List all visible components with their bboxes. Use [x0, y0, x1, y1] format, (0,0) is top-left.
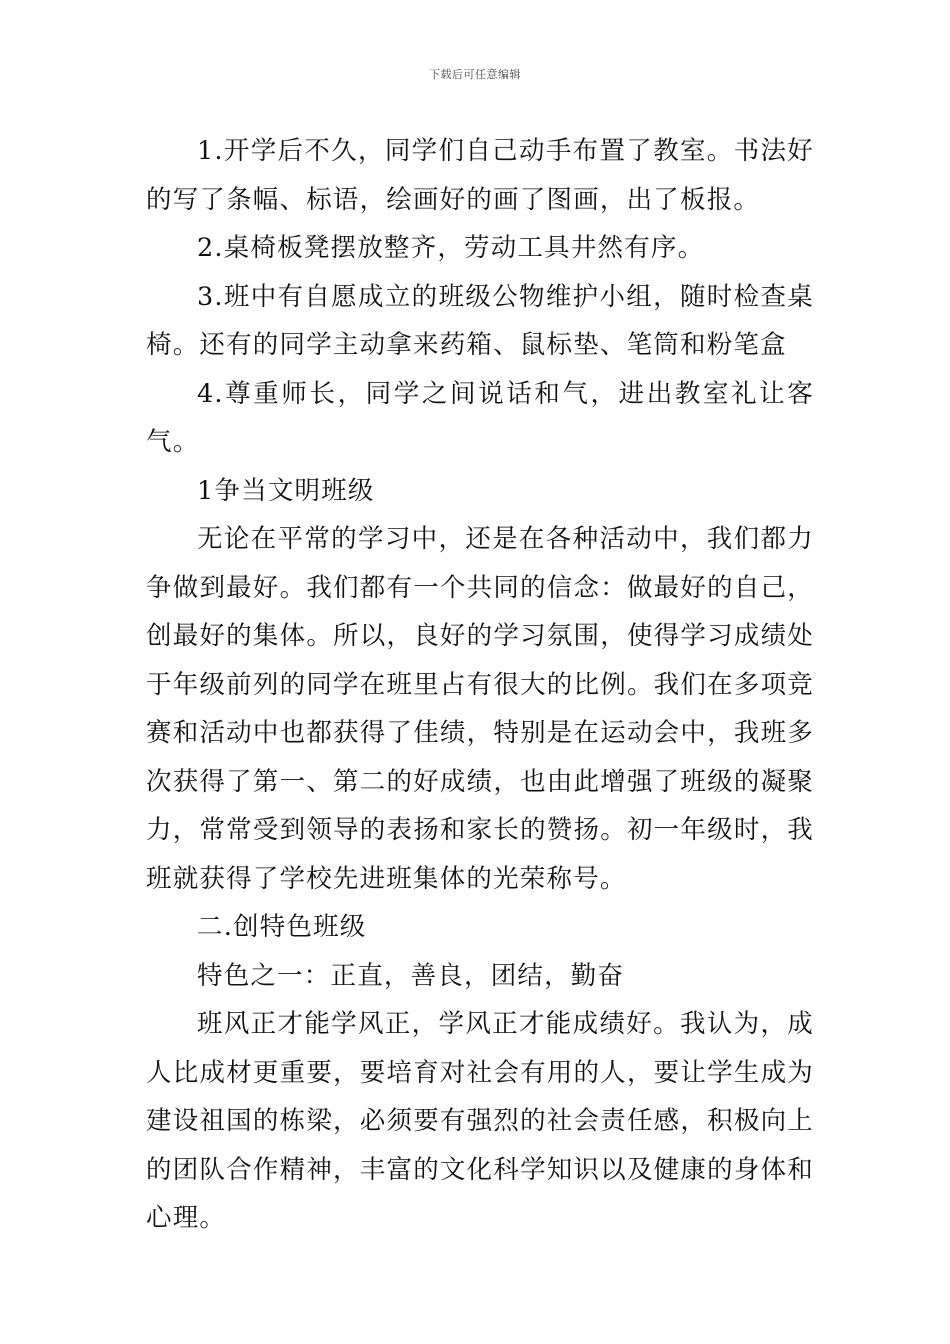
header-note: 下载后可任意编辑 — [429, 68, 521, 81]
paragraph-classroom-decoration: 1.开学后不久，同学们自己动手布置了教室。书法好的写了条幅、标语，绘画好的画了图画，出了板报。 — [146, 136, 814, 215]
paragraph-respect-teachers: 4.尊重师长，同学之间说话和气，进出教室礼让客气。 — [146, 378, 814, 457]
section-heading-civilized-class: 1争当文明班级 — [197, 475, 375, 506]
document-body — [146, 127, 814, 1243]
paragraph-desks-chairs: 2.桌椅板凳摆放整齐，劳动工具井然有序。 — [197, 233, 705, 263]
section-heading-featured-class: 二.创特色班级 — [197, 912, 367, 942]
paragraph-class-spirit: 班风正才能学风正，学风正才能成绩好。我认为，成人比成材更重要，要培育对社会有用的人，要让学生成为建设祖国的栋梁，必须要有强烈的社会责任感，积极向上的团队合作精神，丰富的文化科学知识以及健康的身体和心理。 — [146, 1009, 814, 1233]
subheading-feature-one: 特色之一：正直，善良，团结，勤奋 — [197, 960, 625, 991]
paragraph-achievements: 无论在平常的学习中，还是在各种活动中，我们都力争做到最好。我们都有一个共同的信念：做最好的自己，创最好的集体。所以，良好的学习氛围，使得学习成绩处于年级前列的同学在班里占有很大的比例。我们在多项竞赛和活动中也都获得了佳绩，特别是在运动会中，我班多次获得了第一、第二的好成绩，也由此增强了班级的凝聚力，常常受到领导的表扬和家长的赞扬。初一年级时，我班就获得了学校先进班集体的光荣称号。 — [146, 524, 814, 894]
paragraph-maintenance-group: 3.班中有自愿成立的班级公物维护小组，随时检查桌椅。还有的同学主动拿来药箱、鼠标垫、笔筒和粉笔盒 — [146, 281, 814, 360]
